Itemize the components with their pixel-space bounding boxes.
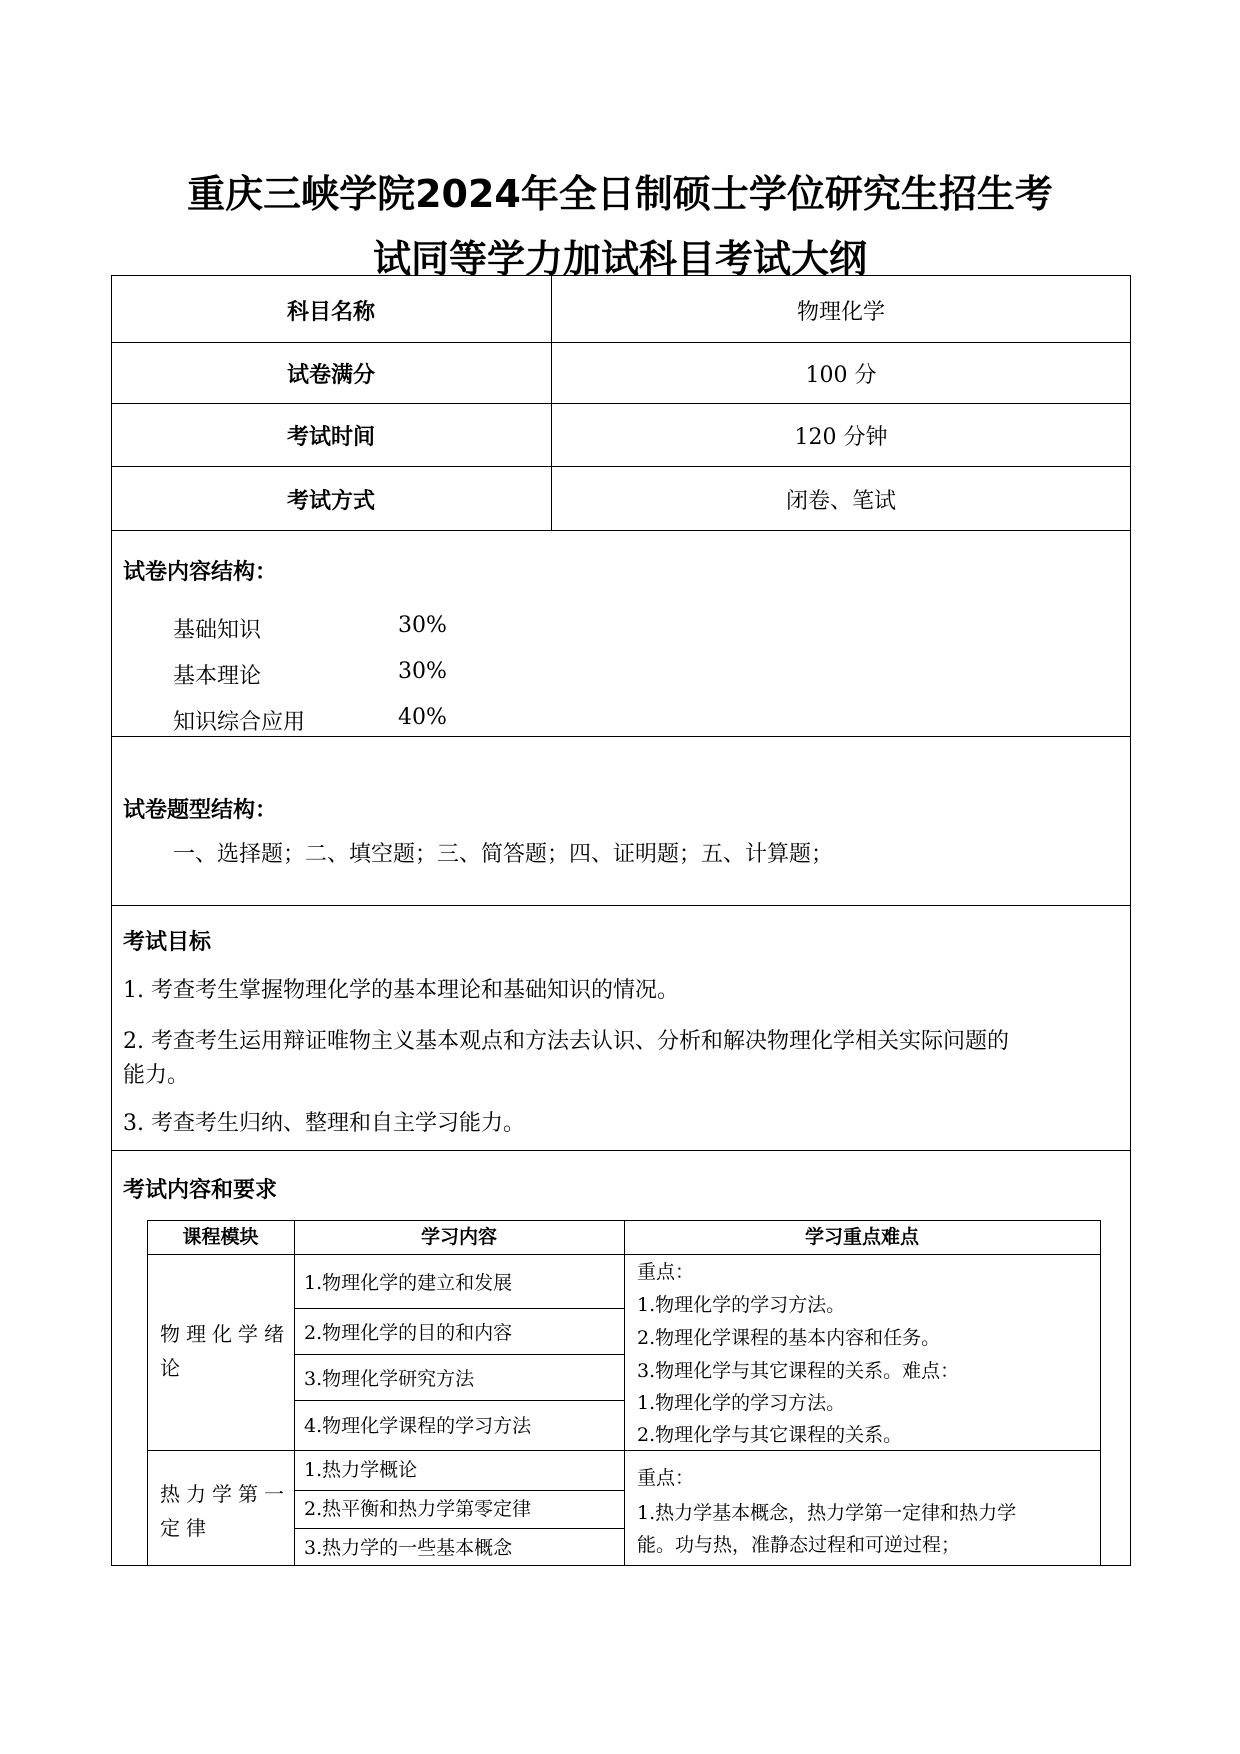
key-point-line: 2.物理化学与其它课程的关系。 [637,1424,903,1446]
question-types-text: 一、选择题；二、填空题；三、简答题；四、证明题；五、计算题； [173,842,834,867]
module-name-continued: 定律 [160,1516,212,1540]
row-divider [111,736,1131,737]
content-item: 4.物理化学课程的学习方法 [304,1415,532,1437]
objectives-heading: 考试目标 [123,930,212,955]
content-item: 2.热平衡和热力学第零定律 [304,1498,532,1520]
inner-table-border [294,1308,624,1309]
subject-name-label: 科目名称 [286,300,375,325]
row-divider [111,403,1131,404]
exam-format-label: 考试方式 [286,489,375,514]
requirements-heading: 考试内容和要求 [123,1178,278,1203]
column-header-key-points: 学习重点难点 [804,1226,919,1248]
inner-table-border [294,1528,624,1529]
inner-table-border [147,1220,148,1566]
subject-name-value: 物理化学 [796,300,885,325]
key-point-line: 1.物理化学的学习方法。 [637,1392,846,1414]
row-divider [111,466,1131,467]
inner-table-border [294,1354,624,1355]
row-divider [111,530,1131,531]
exam-time-label: 考试时间 [286,425,375,450]
key-point-line: 重点： [637,1467,695,1489]
objective-item-continued: 能力。 [123,1063,190,1088]
document-title-line-2: 试同等学力加试科目考试大纲 [372,237,867,281]
inner-table-border [294,1490,624,1491]
key-point-line: 2.物理化学课程的基本内容和任务。 [637,1327,941,1349]
row-divider [111,1150,1131,1151]
objective-item: 3. 考查考生归纳、整理和自主学习能力。 [123,1111,525,1136]
structure-item-name: 基本理论 [173,664,262,689]
inner-table-border [294,1400,624,1401]
key-point-line: 1.热力学基本概念，热力学第一定律和热力学 [637,1502,1017,1524]
objective-item: 1. 考查考生掌握物理化学的基本理论和基础知识的情况。 [123,978,679,1003]
inner-table-border [624,1220,625,1566]
row-divider [111,905,1131,906]
key-point-line: 重点： [637,1261,695,1283]
key-point-line: 3.物理化学与其它课程的关系。难点： [637,1360,960,1382]
module-name: 热力学第一 [160,1482,290,1506]
module-name: 物理化学绪 [160,1322,290,1346]
inner-table-border [294,1220,295,1566]
content-item: 1.热力学概论 [304,1459,418,1481]
structure-item-percent: 40% [398,705,447,730]
module-name-continued: 论 [160,1356,186,1380]
exam-format-value: 闭卷、笔试 [785,489,896,514]
document-title-line-1: 重庆三峡学院2024年全日制硕士学位研究生招生考 [187,172,1053,216]
key-point-line: 1.物理化学的学习方法。 [637,1294,846,1316]
column-header-module: 课程模块 [182,1226,259,1248]
question-types-heading: 试卷题型结构： [123,798,278,823]
key-point-line: 能。功与热，准静态过程和可逆过程； [637,1534,961,1556]
structure-item-name: 基础知识 [173,618,262,643]
content-item: 3.物理化学研究方法 [304,1368,475,1390]
structure-item-name: 知识综合应用 [173,710,306,735]
content-item: 1.物理化学的建立和发展 [304,1272,513,1294]
full-score-value: 100 分 [805,363,877,388]
content-item: 2.物理化学的目的和内容 [304,1322,513,1344]
objective-item: 2. 考查考生运用辩证唯物主义基本观点和方法去认识、分析和解决物理化学相关实际问题的 [123,1029,1009,1054]
row-divider [111,342,1131,343]
full-score-label: 试卷满分 [286,363,375,388]
structure-item-percent: 30% [398,613,447,638]
inner-table-border [1100,1220,1101,1566]
column-header-content: 学习内容 [420,1226,497,1248]
content-structure-heading: 试卷内容结构： [123,560,278,585]
content-item: 3.热力学的一些基本概念 [304,1537,513,1559]
structure-item-percent: 30% [398,659,447,684]
exam-time-value: 120 分钟 [794,425,888,450]
